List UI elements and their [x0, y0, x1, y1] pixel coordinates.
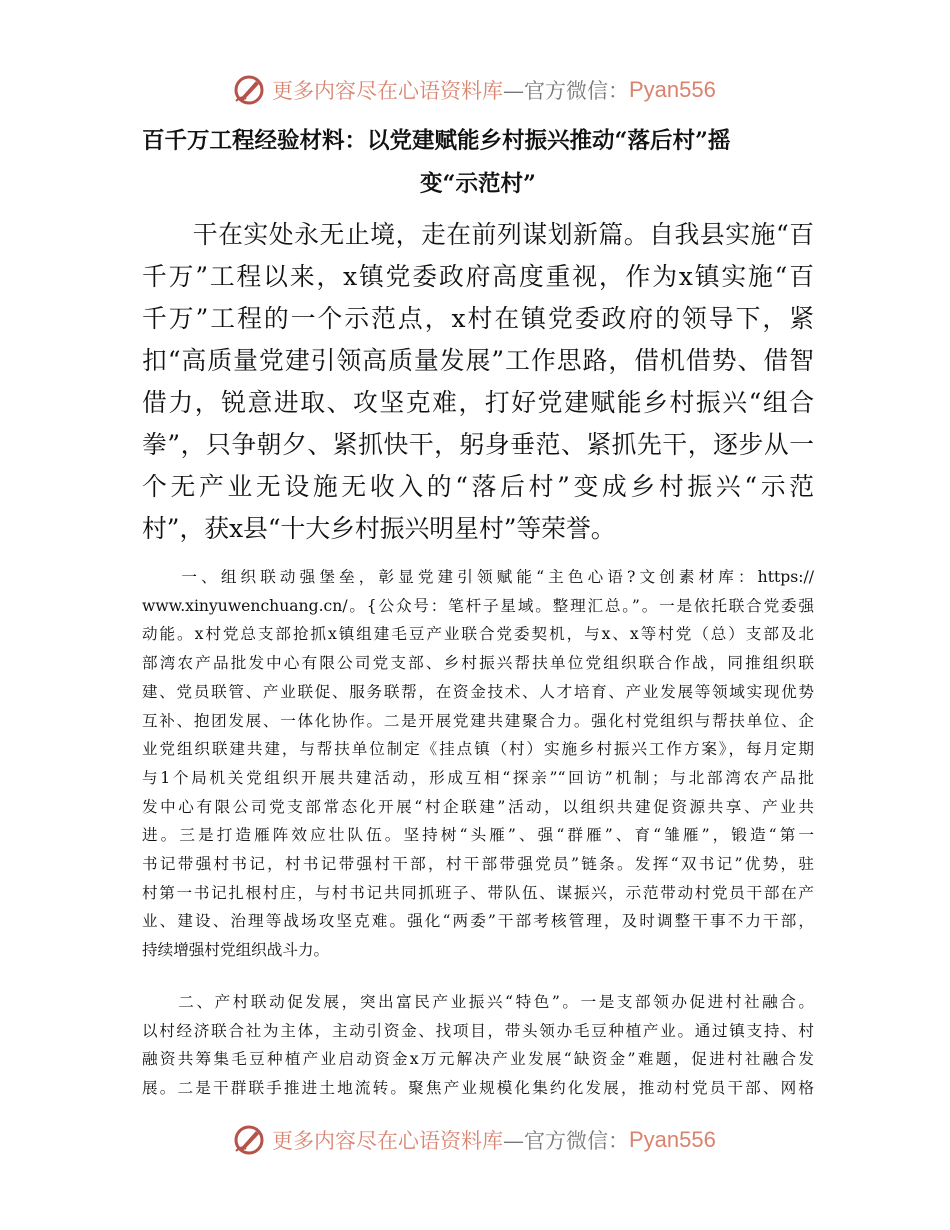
text-line: 村”，获x县“十大乡村振兴明星村”等荣誉。	[142, 514, 616, 543]
text-line: www.xinyuwenchuang.cn/。{公众号：笔杆子星域。整理汇总。”。一是依托联合党委强	[142, 596, 814, 615]
text-line: 一、组织联动强堡垒，彰显党建引领赋能“主色心语?文创素材库：https://	[142, 568, 814, 586]
text-line: 持续增强村党组织战斗力。	[142, 941, 330, 960]
text-line: 业、建设、治理等战场攻坚克难。强化“两委”干部考核管理，及时调整干事不力干部，	[142, 912, 814, 931]
text-line: 村第一书记扎根村庄，与村书记共同抓班子、带队伍、谋振兴，示范带动村党员干部在产	[142, 883, 814, 902]
text-line: 以村经济联合社为主体，主动引资金、找项目，带头领办毛豆种植产业。通过镇支持、村	[142, 1021, 814, 1040]
text-line: 二、产村联动促发展，突出富民产业振兴“特色”。一是支部领办促进村社融合。	[142, 993, 814, 1011]
banner-label: —官方微信：	[503, 79, 629, 103]
text-line: 书记带强村书记，村书记带强村干部，村干部带强党员”链条。发挥“双书记”优势，驻	[142, 855, 814, 874]
text-line: 发中心有限公司党支部常态化开展“村企联建”活动，以组织共建促资源共享、产业共	[142, 797, 814, 816]
text-line: 千万”工程以来，x镇党委政府高度重视，作为x镇实施“百	[142, 262, 814, 291]
text-line: 个无产业无设施无收入的“落后村”变成乡村振兴“示范	[142, 472, 814, 501]
text-line: 扣“高质量党建引领高质量发展”工作思路，借机借势、借智	[142, 346, 814, 375]
section-2-paragraph	[142, 988, 814, 1103]
banner-text: 更多内容尽在心语资料库	[272, 1129, 503, 1153]
header-watermark-banner	[232, 72, 716, 108]
text-line: 业党组织联建共建，与帮扶单位制定《挂点镇（村）实施乡村振兴工作方案》，每月定期	[142, 740, 814, 759]
document-title	[142, 120, 814, 206]
text-line: 千万”工程的一个示范点，x村在镇党委政府的领导下，紧	[142, 304, 814, 333]
banner-label: —官方微信：	[503, 1129, 629, 1153]
text-line: 展。二是干群联手推进土地流转。聚焦产业规模化集约化发展，推动村党员干部、网格	[142, 1079, 814, 1098]
section-1-paragraph	[142, 563, 814, 965]
banner-wechat-id: Pyan556	[629, 1127, 716, 1152]
text-line: 互补、抱团发展、一体化协作。二是开展党建共建聚合力。强化村党组织与帮扶单位、企	[142, 711, 814, 730]
title-line: 百千万工程经验材料：以党建赋能乡村振兴推动“落后村”摇	[142, 128, 731, 154]
text-line: 进。三是打造雁阵效应壮队伍。坚持树“头雁”、强“群雁”、育“雏雁”，锻造“第一	[142, 826, 814, 845]
text-line: 融资共筹集毛豆种植产业启动资金x万元解决产业发展“缺资金”难题，促进村社融合发	[142, 1050, 814, 1069]
text-line: 拳”，只争朝夕、紧抓快干，躬身垂范、紧抓先干，逐步从一	[142, 430, 814, 459]
text-line: 建、党员联管、产业联促、服务联帮，在资金技术、人才培育、产业发展等领域实现优势	[142, 682, 814, 701]
banner-wechat-id: Pyan556	[629, 77, 716, 102]
footer-watermark-banner	[232, 1122, 716, 1158]
text-line: 与1个局机关党组织开展共建活动，形成互相“探亲”“回访”机制；与北部湾农产品批	[142, 768, 814, 787]
quill-logo-icon	[232, 73, 266, 107]
banner-text: 更多内容尽在心语资料库	[272, 79, 503, 103]
title-line: 变“示范村”	[420, 171, 536, 197]
quill-logo-icon	[232, 1123, 266, 1157]
text-line: 干在实处永无止境，走在前列谋划新篇。自我县实施“百	[142, 220, 814, 249]
text-line: 动能。x村党总支部抢抓x镇组建毛豆产业联合党委契机，与x、x等村党（总）支部及北	[142, 625, 814, 644]
intro-paragraph	[142, 214, 814, 550]
text-line: 借力，锐意进取、攻坚克难，打好党建赋能乡村振兴“组合	[142, 388, 814, 417]
text-line: 部湾农产品批发中心有限公司党支部、乡村振兴帮扶单位党组织联合作战，同推组织联	[142, 654, 814, 673]
